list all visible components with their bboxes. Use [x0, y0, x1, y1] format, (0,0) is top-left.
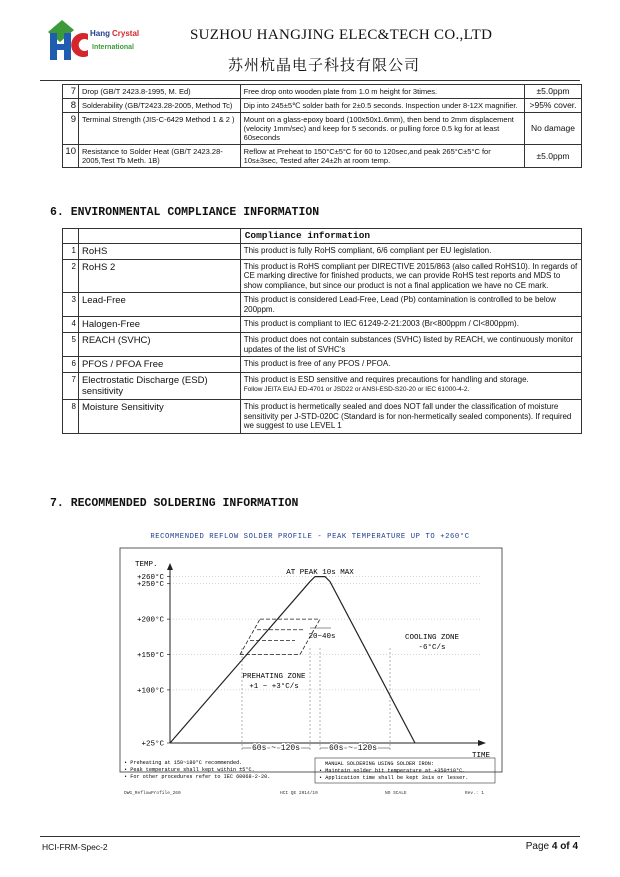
compliance-row [63, 293, 582, 317]
test-result: ±5.0ppm [525, 85, 582, 99]
test-item: Solderability (GB/T2423.28-2005, Method Tc) [78, 99, 240, 113]
note-right-title: MANUAL SOLDERING USING SOLDER IRON: [325, 761, 434, 767]
chart-frame [120, 548, 502, 772]
compliance-item: REACH (SVHC) [78, 333, 240, 357]
y-axis-arrow [167, 563, 173, 570]
compliance-info [240, 333, 581, 357]
page-number [526, 841, 578, 852]
note-right-1: • Maintain solder bit temperature at +350±10°C. [319, 768, 466, 774]
x-axis-arrow [478, 740, 486, 746]
compliance-item: Lead-Free [78, 293, 240, 317]
chart-notes [124, 760, 270, 780]
test-result: >95% cover. [525, 99, 582, 113]
compliance-info-text: This product does not contain substances (SVHC) listed by REACH, we continuously monitor updates of the list of SVHC's [243, 335, 574, 354]
company-logo [48, 20, 180, 62]
preheat-zone-label: PREHATING ZONE [242, 673, 306, 681]
logo-line1-a: Hang [90, 29, 110, 38]
section-6-title: 6. ENVIRONMENTAL COMPLIANCE INFORMATION [50, 206, 320, 219]
compliance-info [240, 259, 581, 293]
row-number: 7 [63, 85, 79, 99]
reliability-row [63, 113, 582, 145]
compliance-info [240, 373, 581, 400]
page-prefix: Page [525, 841, 550, 852]
compliance-info-fine: Follow JEITA EIAJ ED-4701 or JSD22 or ANSI-ESD-S20-20 or IEC 61000-4-2. [243, 385, 470, 393]
logo-line2: International [92, 44, 135, 51]
company-name-cn: 苏州杭晶电子科技有限公司 [228, 56, 421, 74]
test-result: No damage [525, 113, 582, 145]
compliance-row [63, 317, 582, 333]
y-tick-label: +150°C [136, 652, 164, 660]
reflow-time-label: 60s ~ 120s [328, 744, 378, 753]
row-number: 8 [63, 400, 79, 434]
compliance-info [240, 400, 581, 434]
page-total: 4 [572, 841, 578, 852]
row-number: 5 [63, 333, 79, 357]
y-tick-label: +260°C [136, 574, 164, 583]
preheat-band-line [240, 619, 260, 654]
compliance-info-text: This product is considered Lead-Free, Lead (Pb) contamination is controlled to be below 200ppm. [243, 295, 556, 314]
compliance-header-row [63, 229, 582, 244]
chart-meta-drawing: DWG_ReflowProfile_260 [124, 791, 181, 796]
compliance-item: RoHS [78, 243, 240, 259]
reliability-row [63, 145, 582, 168]
test-condition: Dip into 245±5℃ solder bath for 2±0.5 seconds. Inspection under 8-12X magnifier. [240, 99, 524, 113]
compliance-info-text: This product is ESD sensitive and requires precautions for handling and storage. [243, 375, 529, 384]
peak-window-annotation: 20~40s [308, 633, 336, 641]
compliance-info-text: This product is RoHS compliant per DIRECTIVE 2015/863 (also called RoHS10). In regards of CE marking directive for finished products, we can provide RoHS test reports and MDS to show compliance, but since our product is not a final application we have no CE mark. [243, 261, 578, 290]
compliance-info [240, 357, 581, 373]
chart-meta-date: HCI QE 2014/10 [280, 791, 318, 796]
note-left-2: • Peak temperature shall kept within ±5°C. [124, 767, 255, 773]
row-number: 6 [63, 357, 79, 373]
reliability-row [63, 99, 582, 113]
compliance-row [63, 357, 582, 373]
note-left-1: • Preheating at 150~180°C recommended. [124, 760, 243, 766]
compliance-item: PFOS / PFOA Free [78, 357, 240, 373]
test-condition: Mount on a glass-epoxy board (100x50x1.6mm), then bend to 2mm displacement (velocity 1mm/sec) and keep for 5 seconds. or pulling force 0.5 kg for at least 60seconds [240, 113, 524, 145]
compliance-item: RoHS 2 [78, 259, 240, 293]
header-divider [40, 80, 580, 81]
row-number: 10 [63, 145, 79, 168]
chart-title: RECOMMENDED REFLOW SOLDER PROFILE - PEAK TEMPERATURE UP TO +260°C [150, 533, 470, 541]
compliance-row [63, 373, 582, 400]
test-item: Drop (GB/T 2423.8-1995, M. Ed) [78, 85, 240, 99]
chart-meta-rev: Rev.: 1 [465, 791, 484, 796]
test-condition: Reflow at Preheat to 150°C±5°C for 60 to 120sec,and peak 265°C±5°C for 10s±3sec, Tested after 24±2h at room temp. [240, 145, 524, 168]
y-tick-label: +25°C [141, 740, 164, 749]
compliance-info [240, 317, 581, 333]
test-condition: Free drop onto wooden plate from 1.0 m height for 3times. [240, 85, 524, 99]
logo-line1-b: Crystal [112, 29, 140, 38]
y-tick-label: +100°C [136, 687, 164, 696]
row-number: 2 [63, 259, 79, 293]
compliance-table [62, 228, 582, 434]
section-7-title: 7. RECOMMENDED SOLDERING INFORMATION [50, 497, 299, 510]
reliability-table [62, 84, 582, 168]
doc-code: HCI-FRM-Spec-2 [42, 842, 108, 852]
test-item: Terminal Strength (JIS-C-6429 Method 1 & 2 ) [78, 113, 240, 145]
page-current: 4 [551, 841, 558, 852]
y-tick-label: +200°C [136, 616, 164, 625]
preheat-rate-label: +1 ~ +3°C/s [249, 683, 299, 691]
row-number: 1 [63, 243, 79, 259]
test-result: ±5.0ppm [525, 145, 582, 168]
cooling-zone-label: COOLING ZONE [404, 634, 460, 642]
compliance-item: Electrostatic Discharge (ESD) sensitivity [78, 373, 240, 400]
compliance-row [63, 259, 582, 293]
row-number: 4 [63, 317, 79, 333]
compliance-info-text: This product is compliant to IEC 61249-2-21:2003 (Br<800ppm / Cl<800ppm). [243, 319, 519, 328]
chart-meta-scale: NO SCALE [385, 791, 407, 796]
test-item: Resistance to Solder Heat (GB/T 2423.28-2005,Test Tb Meth. 1B) [78, 145, 240, 168]
cooling-rate-label: -6°C/s [418, 644, 446, 652]
compliance-item: Moisture Sensitivity [78, 400, 240, 434]
y-tick-label: +250°C [136, 581, 164, 590]
compliance-row [63, 333, 582, 357]
reflow-profile-chart [110, 528, 510, 803]
company-name-en: SUZHOU HANGJING ELEC&TECH CO.,LTD [190, 27, 493, 43]
peak-annotation: AT PEAK 10s MAX [286, 569, 354, 577]
compliance-item: Halogen-Free [78, 317, 240, 333]
row-number: 3 [63, 293, 79, 317]
x-axis-label: TIME [472, 752, 491, 760]
compliance-info-text: This product is free of any PFOS / PFOA. [243, 359, 391, 368]
compliance-info [240, 293, 581, 317]
compliance-row [63, 400, 582, 434]
note-right-2: • Application time shall be kept 3sis or lesser. [319, 775, 469, 781]
compliance-info-text: This product is hermetically sealed and does NOT fall under the classification of moisture sensitivity per J-STD-020C (Standard is for non-hermetically sealed components). If required we suggest to use LEVEL 1 [243, 402, 572, 430]
reflow-profile-line [170, 577, 415, 743]
row-number: 7 [63, 373, 79, 400]
row-number: 9 [63, 113, 79, 145]
page-of: of [560, 841, 570, 852]
compliance-row [63, 243, 582, 259]
y-axis-label: TEMP. [135, 561, 158, 569]
footer-divider [40, 836, 580, 837]
compliance-column-header: Compliance information [240, 229, 581, 244]
preheat-time-label: 60s ~ 120s [251, 744, 301, 753]
compliance-info-text: This product is fully RoHS compliant, 6/6 compliant per EU legislation. [243, 245, 492, 255]
compliance-info [240, 243, 581, 259]
reliability-row [63, 85, 582, 99]
note-left-3: • For other procedures refer to IEC 60068-2-20. [124, 774, 271, 780]
row-number: 8 [63, 99, 79, 113]
